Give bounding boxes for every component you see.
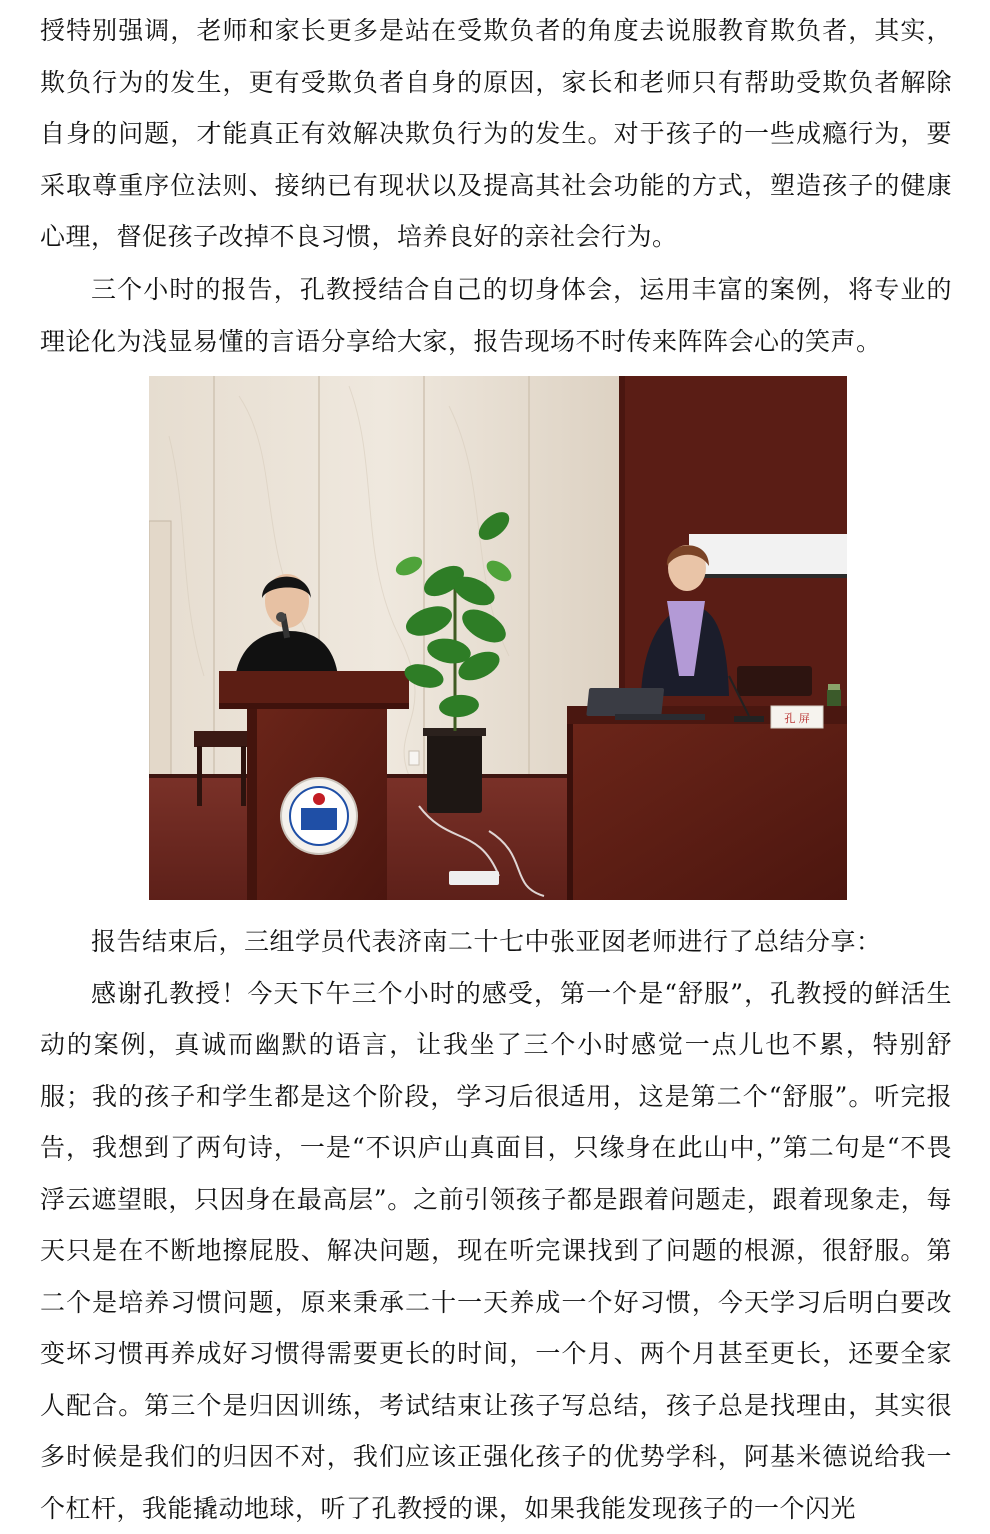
front-desk — [567, 676, 847, 900]
paragraph-lecture-summary: 授特别强调，老师和家长更多是站在受欺负者的角度去说服教育欺负者，其实，欺负行为的发生，更有受欺负者自身的原因，家长和老师只有帮助受欺负者解除自身的问题，才能真正有效解决欺负行为的发生。对于孩子的一些成瘾行为，要采取尊重序位法则、接纳已有现状以及提高其社会功能的方式，塑造孩子的健康心理，督促孩子改掉不良习惯，培养良好的亲社会行为。 — [40, 5, 952, 263]
event-photo — [149, 376, 847, 900]
paragraph-block-2 — [40, 264, 952, 367]
nameplate-text: 孔 屏 — [784, 711, 810, 725]
paragraph-block-3 — [40, 916, 952, 1534]
podium — [219, 671, 409, 900]
paragraph-report-overview: 三个小时的报告，孔教授结合自己的切身体会，运用丰富的案例，将专业的理论化为浅显易懂的言语分享给大家，报告现场不时传来阵阵会心的笑声。 — [40, 264, 952, 367]
paragraph-student-sharing: 感谢孔教授！今天下午三个小时的感受，第一个是“舒服”，孔教授的鲜活生动的案例，真诚而幽默的语言，让我坐了三个小时感觉一点儿也不累，特别舒服；我的孩子和学生都是这个阶段，学习后很适用，这是第二个“舒服”。听完报告，我想到了两句诗，一是“不识庐山真面目，只缘身在此山中，”第二句是“不畏浮云遮望眼，只因身在最高层”。之前引领孩子都是跟着问题走，跟着现象走，每天只是在不断地擦屁股、解决问题，现在听完课找到了问题的根源，很舒服。第二个是培养习惯问题，原来秉承二十一天养成一个好习惯，今天学习后明白要改变坏习惯再养成好习惯得需要更长的时间，一个月、两个月甚至更长，还要全家人配合。第三个是归因训练，考试结束让孩子写总结，孩子总是找理由，其实很多时候是我们的归因不对，我们应该正强化孩子的优势学科，阿基米德说给我一个杠杆，我能撬动地球，听了孔教授的课，如果我能发现孩子的一个闪光 — [40, 968, 952, 1534]
paragraph-block-1 — [40, 5, 952, 263]
projection-screen — [689, 534, 847, 574]
paragraph-after-report: 报告结束后，三组学员代表济南二十七中张亚囡老师进行了总结分享： — [40, 916, 952, 968]
